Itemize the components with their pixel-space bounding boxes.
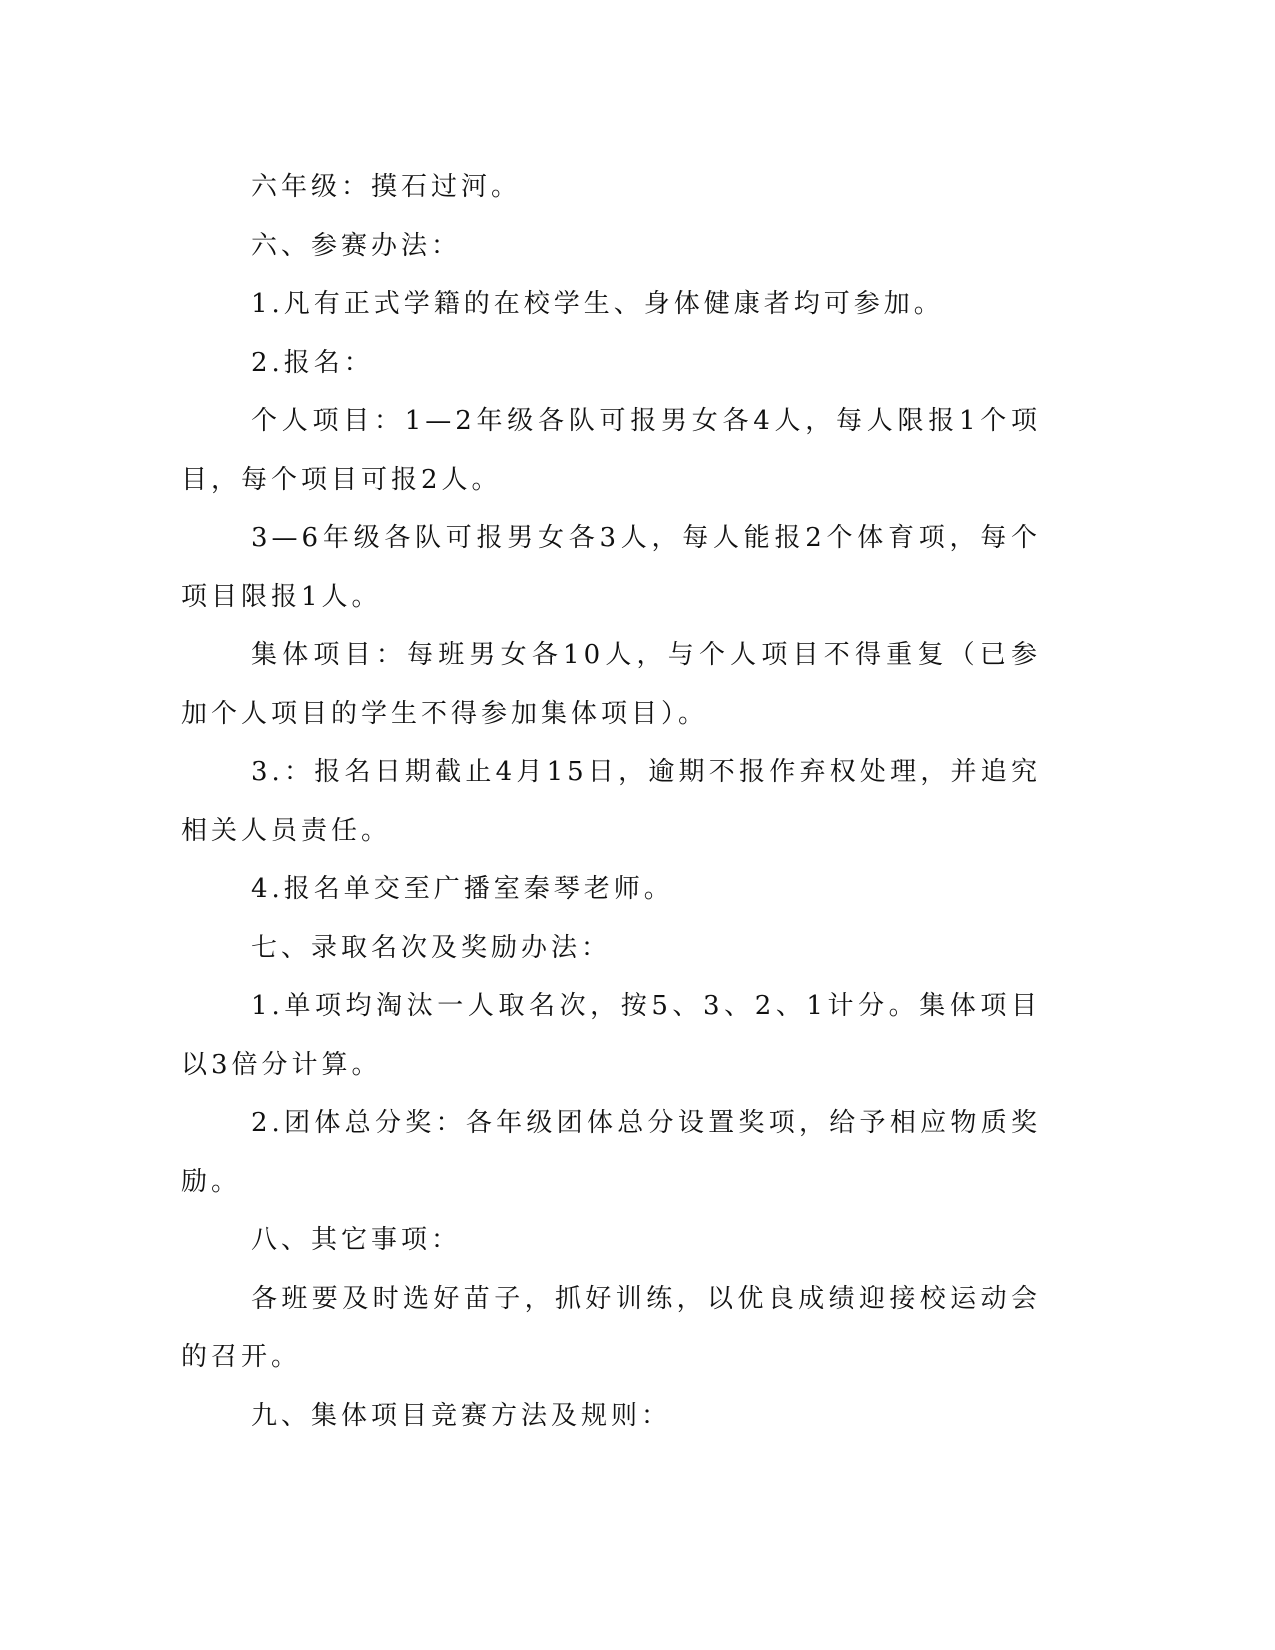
paragraph-eligibility: 1.凡有正式学籍的在校学生、身体健康者均可参加。 — [251, 289, 944, 319]
paragraph-grades-3-6: 3—6年级各队可报男女各3人，每人能报2个体育项，每个项目限报1人。 — [181, 523, 1041, 612]
heading-section-6: 六、参赛办法： — [251, 230, 462, 261]
heading-section-8: 八、其它事项： — [251, 1225, 462, 1255]
paragraph-deadline: 3.：报名日期截止4月15日，逾期不报作弃权处理，并追究相关人员责任。 — [181, 757, 1041, 846]
heading-section-9: 九、集体项目竞赛方法及规则： — [251, 1400, 672, 1431]
paragraph-registration: 2.报名： — [251, 347, 374, 378]
paragraph-submission: 4.报名单交至广播室秦琴老师。 — [251, 874, 674, 904]
paragraph-group-events: 集体项目：每班男女各10人，与个人项目不得重复（已参加个人项目的学生不得参加集体项目）。 — [181, 640, 1041, 729]
paragraph-other-matters: 各班要及时选好苗子，抓好训练，以优良成绩迎接校运动会的召开。 — [181, 1283, 1041, 1372]
paragraph-team-award: 2.团体总分奖：各年级团体总分设置奖项，给予相应物质奖励。 — [181, 1108, 1041, 1197]
paragraph-grade6-event: 六年级：摸石过河。 — [251, 172, 522, 202]
paragraph-scoring: 1.单项均淘汰一人取名次，按5、3、2、1计分。集体项目以3倍分计算。 — [181, 991, 1041, 1080]
paragraph-individual-events: 个人项目：1—2年级各队可报男女各4人，每人限报1个项目，每个项目可报2人。 — [181, 406, 1041, 495]
document-body — [181, 158, 1041, 1445]
heading-section-7: 七、录取名次及奖励办法： — [251, 932, 612, 963]
